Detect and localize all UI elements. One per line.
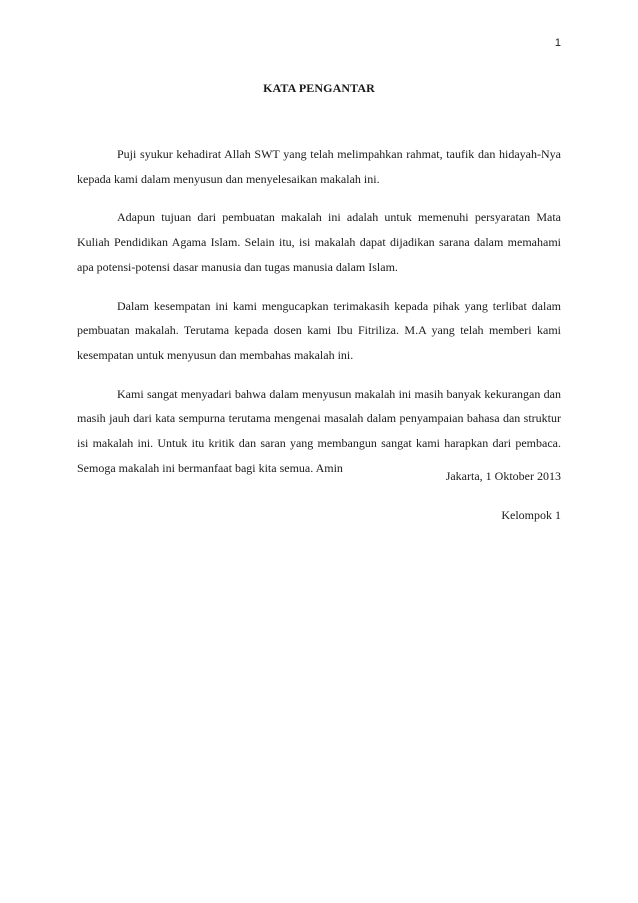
paragraph-closing: Kami sangat menyadari bahwa dalam menyusun makalah ini masih banyak kekurangan dan masih jauh dari kata sempurna terutama mengenai masalah dalam penyampaian bahasa dan struktur isi makalah ini. Untuk itu kritik dan saran yang membangun sangat kami harapkan dari pembaca. Semoga makalah ini bermanfaat bagi kita semua. Amin xyxy=(77,386,561,475)
signature: Kelompok 1 xyxy=(501,508,561,522)
paragraph-thanks: Dalam kesempatan ini kami mengucapkan terimakasih kepada pihak yang terlibat dalam pembuatan makalah. Terutama kepada dosen kami Ibu Fitriliza. M.A yang telah memberi kami kesempatan untuk menyusun dan membahas makalah ini. xyxy=(77,298,561,362)
body-text xyxy=(77,142,561,494)
page-number: 1 xyxy=(554,37,561,49)
page-title: KATA PENGANTAR xyxy=(263,81,375,95)
place-date: Jakarta, 1 Oktober 2013 xyxy=(445,469,561,483)
paragraph-purpose: Adapun tujuan dari pembuatan makalah ini adalah untuk memenuhi persyaratan Mata Kuliah Pendidikan Agama Islam. Selain itu, isi makalah dapat dijadikan sarana dalam memahami apa potensi-potensi dasar manusia dan tugas manusia dalam Islam. xyxy=(77,210,561,274)
paragraph-opening: Puji syukur kehadirat Allah SWT yang telah melimpahkan rahmat, taufik dan hidayah-Nya kepada kami dalam menyusun dan menyelesaikan makalah ini. xyxy=(77,147,561,186)
